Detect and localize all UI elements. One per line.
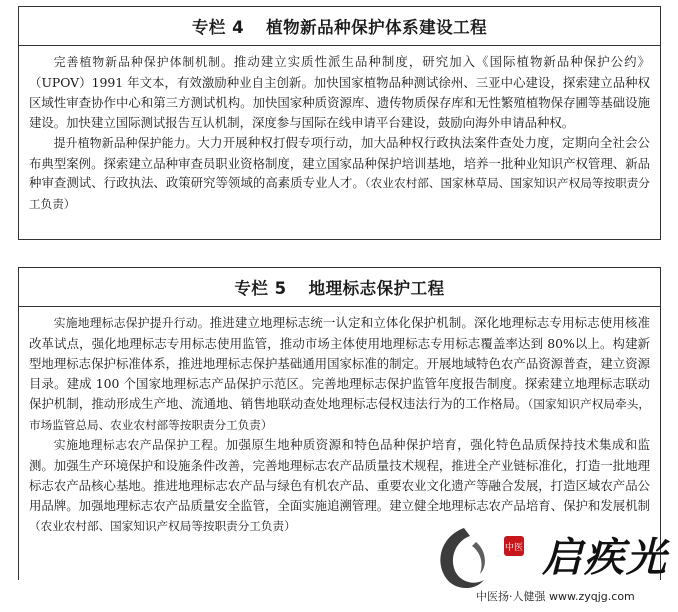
- feature-box-4: [18, 6, 661, 240]
- brand-subtitle: 中医扬·人健强 www.zyqjg.com: [476, 590, 635, 603]
- paragraph-text: 大力开展种权打假专项行动，加大品种权行政执法案件查处力度，定期向全社会公布典型案例。探索建立品种审查员职业资格制度，建立国家品种保护培训基地，培养一批种业知识产权管理、新品种审查测试、行政执法、政策研究等领域的高素质专业人才。: [29, 134, 650, 191]
- paragraph-lead: 实施地理标志保护提升行动。: [53, 316, 210, 330]
- paragraph-text: 加强原生地种质资源和特色品种保护培育，强化特色品质保持技术集成和监测。加强生产环境保护和设施条件改善，完善地理标志农产品质量技术规程，推进全产业链标准化，打造一批地理标志农产品核心基地。推进地理标志农产品与绿色有机农产品、重要农业文化遗产等融合发展，打造区域农产品公用品牌。加强地理标志农产品质量安全监管，全面实施追溯管理。建立健全地理标志农产品培育、保护和发展机制: [29, 437, 650, 514]
- paragraph-text: 推进建立地理标志统一认定和立体化保护机制。深化地理标志专用标志使用核准改革试点，强化地理标志专用标志使用监管，推动市场主体使用地理标志专用标志覆盖率达到 80%以上。构建新型地理标志保护标准体系，推进地理标志保护基础通用国家标准的制定。开展地域特色农产品资源普查，建立资源目录。建成 100 个国家地理标志产品保护示范区。完善地理标志保护监管年度报告制度。探索建立地理标志联动保护机制，推动形成生产地、流通地、销售地联动查处地理标志侵权违法行为的工作格局。: [29, 315, 650, 411]
- paragraph-lead: 实施地理标志农产品保护工程。: [53, 438, 226, 453]
- seal-stamp: 中医: [504, 536, 524, 556]
- box-heading: 植物新品种保护体系建设工程: [266, 18, 488, 37]
- brand-name: 启疾光: [542, 534, 668, 581]
- responsibility-note: （国家知识产权局牵头，市场监管总局、农业农村部等按职责分工负责）: [29, 396, 651, 432]
- paragraph: [29, 133, 650, 216]
- responsibility-note: （农业农村部、国家知识产权局等按职责分工负责）: [29, 519, 296, 534]
- box-body: [19, 307, 660, 537]
- paragraph: [29, 52, 650, 133]
- box-title: [19, 7, 660, 46]
- paragraph-lead: 提升植物新品种保护能力。: [53, 135, 198, 150]
- box-number: 专栏 4: [191, 18, 245, 37]
- box-title: [19, 268, 660, 307]
- site-watermark: [418, 512, 676, 610]
- box-heading: 地理标志保护工程: [308, 279, 445, 298]
- paragraph-lead: 完善植物新品种保护体制机制。: [53, 55, 234, 69]
- paragraph: [29, 313, 650, 435]
- paragraph-text: 推动建立实质性派生品种制度，研究加入《国际植物新品种保护公约》（UPOV）1991 年文本，有效激励种业自主创新。加快国家植物品种测试徐州、三亚中心建设，探索建立品种权区域性审查协作中心和第三方测试机构。加快国家种质资源库、遗传物质保存库和无性繁殖植物保存圃等基础设施建设。加快建立国际测试报告互认机制，深度参与国际在线申请平台建设，鼓励向海外申请品种权。: [29, 54, 650, 130]
- box-number: 专栏 5: [234, 279, 287, 298]
- responsibility-note: （农业农村部、国家林草局、国家知识产权局等按职责分工负责）: [29, 176, 651, 212]
- box-body: [19, 46, 660, 215]
